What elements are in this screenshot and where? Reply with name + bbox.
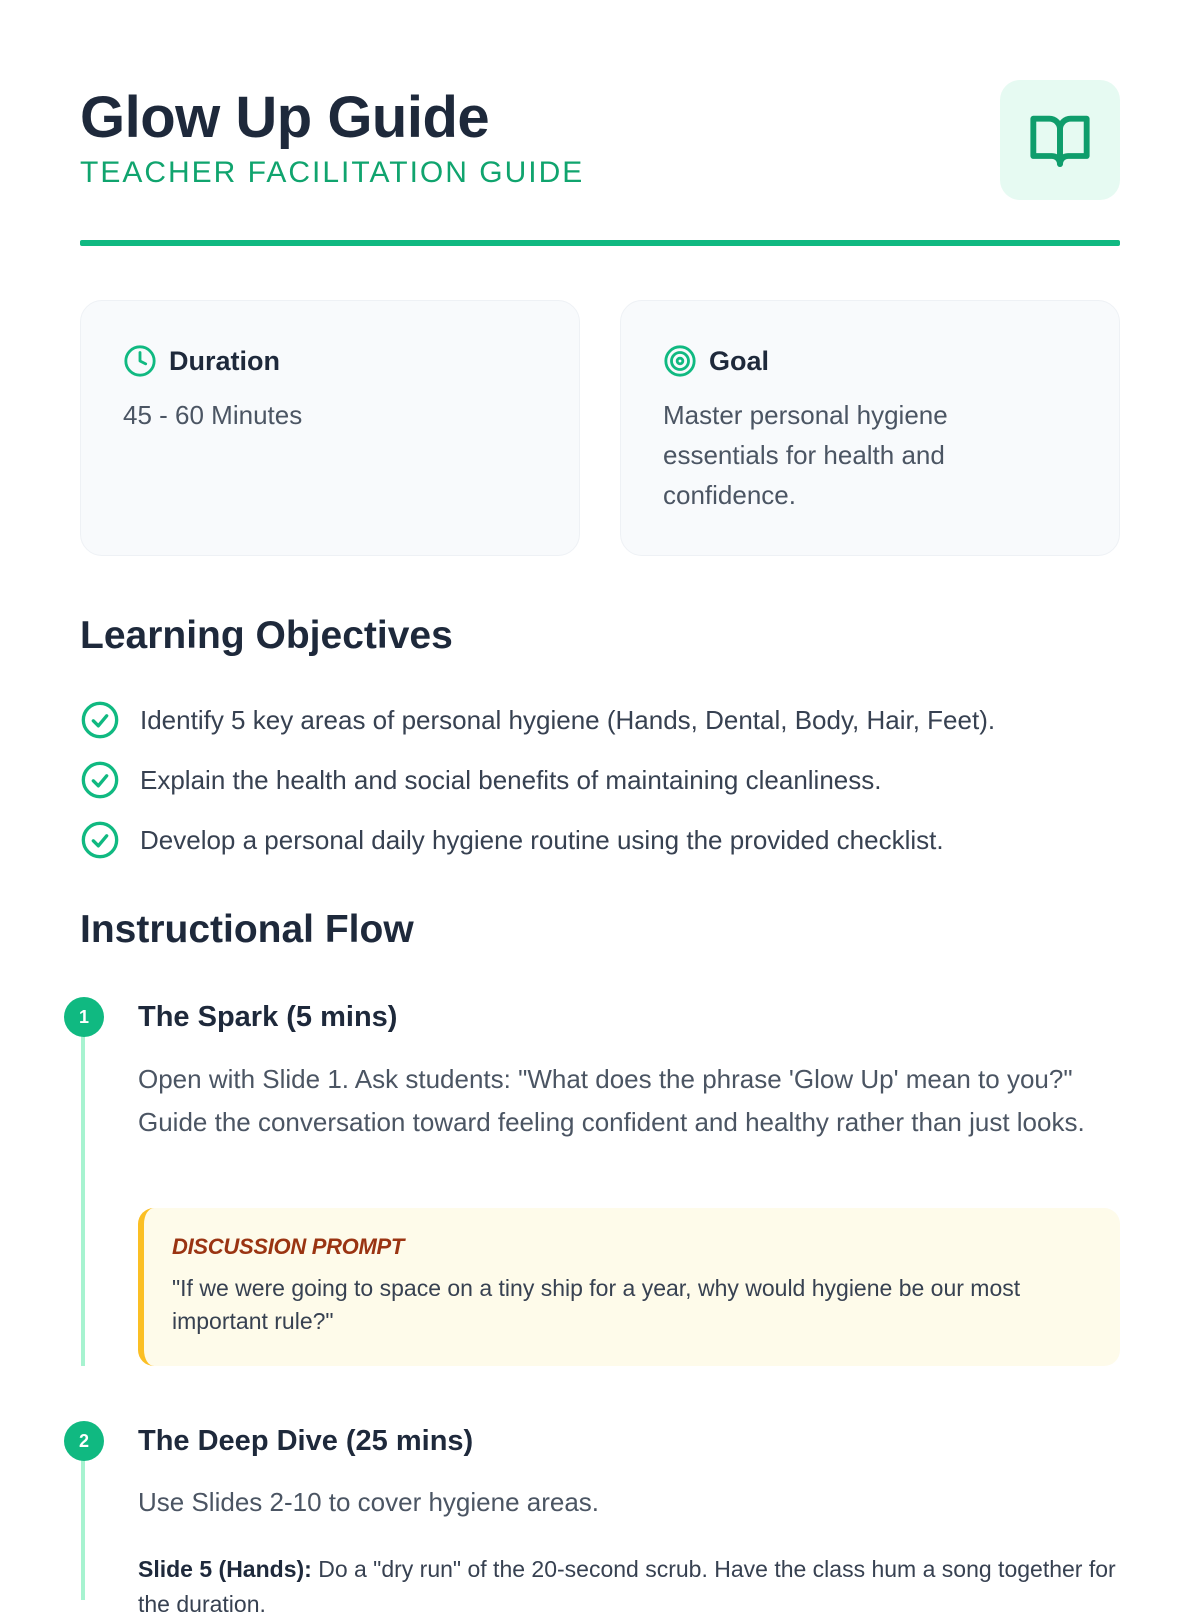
check-circle-icon <box>80 700 120 740</box>
goal-value: Master personal hygiene essentials for health and confidence. <box>663 400 948 510</box>
slide-note-label: Slide 5 (Hands): <box>138 1556 312 1582</box>
objective-text: Explain the health and social benefits of maintaining cleanliness. <box>140 764 882 795</box>
book-icon-tile <box>1000 80 1120 200</box>
duration-value: 45 - 60 Minutes <box>123 400 303 430</box>
objective-text: Identify 5 key areas of personal hygiene (Hands, Dental, Body, Hair, Feet). <box>140 704 996 735</box>
step-number-badge: 1 <box>64 997 104 1037</box>
objective-item <box>80 750 1120 810</box>
duration-label: Duration <box>169 345 280 376</box>
check-circle-icon <box>80 760 120 800</box>
clock-icon <box>123 344 157 378</box>
step-title: The Deep Dive (25 mins) <box>138 1425 474 1457</box>
objective-item <box>80 690 1120 750</box>
duration-card <box>80 300 580 556</box>
slide-note-text: Do a "dry run" of the 20-second scrub. Have the class hum a song together for the duration. <box>138 1556 1116 1617</box>
objectives-heading: Learning Objectives <box>80 614 453 657</box>
step-description: Open with Slide 1. Ask students: "What does the phrase 'Glow Up' mean to you?" Guide the conversation toward feeling confident and healthy rather than just looks. <box>138 1064 1085 1137</box>
objective-text: Develop a personal daily hygiene routine using the provided checklist. <box>140 824 944 855</box>
goal-card <box>620 300 1120 556</box>
objectives-list <box>80 690 1120 870</box>
step-title: The Spark (5 mins) <box>138 1001 398 1033</box>
step-description: Use Slides 2-10 to cover hygiene areas. <box>138 1487 600 1517</box>
objective-item <box>80 810 1120 870</box>
timeline-line <box>81 1460 85 1600</box>
target-icon <box>663 344 697 378</box>
guide-header <box>80 80 1120 200</box>
page-subtitle: TEACHER FACILITATION GUIDE <box>80 156 585 189</box>
slide-note <box>138 1552 1120 1622</box>
prompt-label: DISCUSSION PROMPT <box>172 1234 405 1259</box>
flow-heading: Instructional Flow <box>80 908 414 951</box>
check-circle-icon <box>80 820 120 860</box>
goal-label: Goal <box>709 345 770 376</box>
prompt-text: "If we were going to space on a tiny ship for a year, why would hygiene be our most important rule?" <box>172 1275 1021 1334</box>
step-number-badge: 2 <box>64 1421 104 1461</box>
page-title: Glow Up Guide <box>80 85 490 150</box>
timeline-line <box>81 1036 85 1366</box>
discussion-prompt-callout <box>138 1208 1120 1366</box>
header-divider <box>80 240 1120 246</box>
book-open-icon <box>1028 108 1092 172</box>
